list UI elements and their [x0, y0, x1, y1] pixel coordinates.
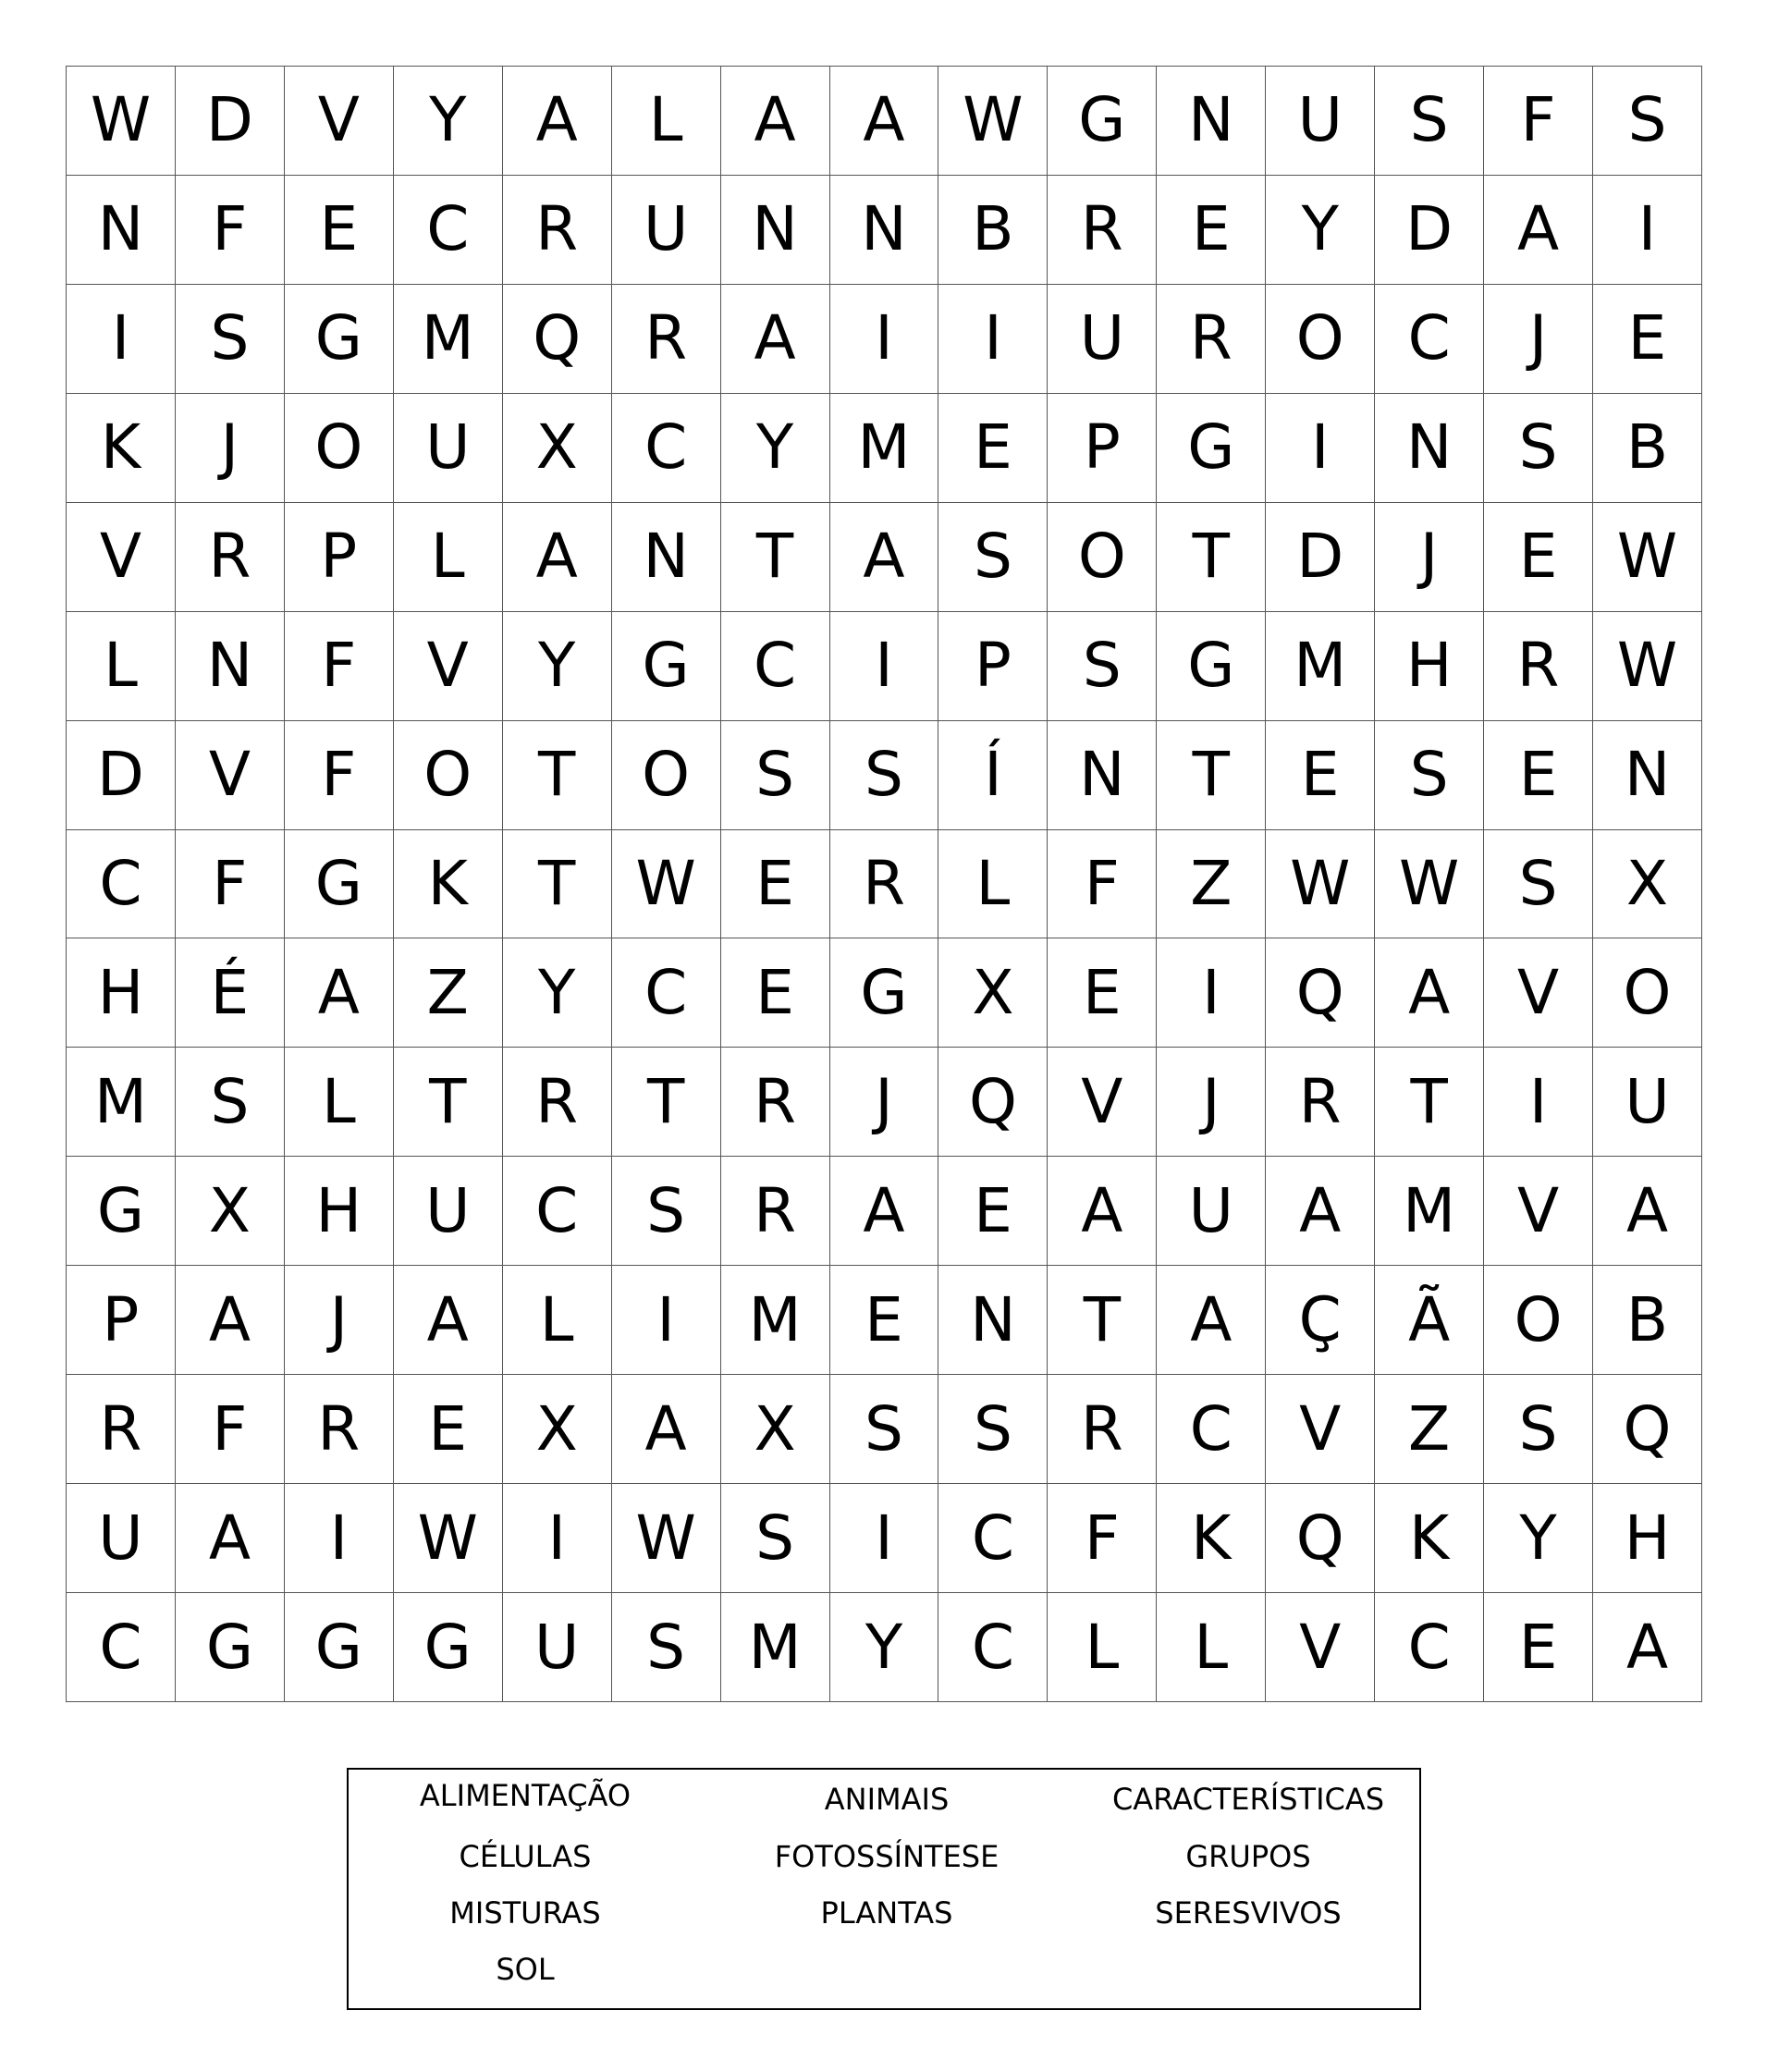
grid-cell[interactable]: S: [1048, 612, 1157, 721]
grid-cell[interactable]: Ã: [1375, 1266, 1484, 1375]
grid-cell[interactable]: P: [285, 503, 394, 612]
grid-cell[interactable]: G: [285, 830, 394, 939]
grid-cell[interactable]: E: [285, 176, 394, 285]
grid-cell[interactable]: C: [1375, 285, 1484, 394]
grid-cell[interactable]: R: [1048, 176, 1157, 285]
grid-cell[interactable]: C: [67, 830, 176, 939]
grid-cell[interactable]: C: [721, 612, 830, 721]
grid-cell[interactable]: J: [1484, 285, 1593, 394]
grid-cell[interactable]: L: [67, 612, 176, 721]
grid-cell[interactable]: O: [394, 721, 503, 830]
grid-cell[interactable]: A: [503, 503, 612, 612]
word-list-item: CÉLULAS: [459, 1839, 592, 1874]
grid-cell[interactable]: A: [1484, 176, 1593, 285]
grid-cell[interactable]: N: [612, 503, 721, 612]
grid-cell[interactable]: X: [503, 1375, 612, 1484]
grid-cell[interactable]: W: [67, 67, 176, 176]
grid-cell[interactable]: A: [830, 1157, 939, 1266]
word-list-item: MISTURAS: [449, 1895, 601, 1931]
grid-cell[interactable]: X: [938, 938, 1048, 1048]
grid-cell[interactable]: W: [938, 67, 1048, 176]
grid-cell[interactable]: W: [612, 1484, 721, 1593]
grid-cell[interactable]: G: [1048, 67, 1157, 176]
grid-cell[interactable]: Y: [503, 612, 612, 721]
grid-cell[interactable]: R: [830, 830, 939, 939]
grid-cell[interactable]: S: [1375, 67, 1484, 176]
grid-cell[interactable]: A: [176, 1484, 285, 1593]
grid-cell[interactable]: I: [1157, 938, 1266, 1048]
grid-cell[interactable]: W: [612, 830, 721, 939]
grid-cell[interactable]: A: [1375, 938, 1484, 1048]
grid-cell[interactable]: E: [1484, 1593, 1593, 1702]
grid-cell[interactable]: M: [721, 1593, 830, 1702]
grid-cell[interactable]: A: [612, 1375, 721, 1484]
grid-cell[interactable]: O: [612, 721, 721, 830]
grid-cell[interactable]: Q: [938, 1048, 1048, 1157]
grid-cell[interactable]: U: [612, 176, 721, 285]
grid-cell[interactable]: E: [721, 830, 830, 939]
grid-cell[interactable]: K: [1375, 1484, 1484, 1593]
grid-cell[interactable]: X: [1593, 830, 1702, 939]
grid-cell[interactable]: H: [67, 938, 176, 1048]
grid-cell[interactable]: O: [1484, 1266, 1593, 1375]
grid-cell[interactable]: I: [503, 1484, 612, 1593]
grid-cell[interactable]: W: [1375, 830, 1484, 939]
grid-cell[interactable]: L: [1157, 1593, 1266, 1702]
grid-cell[interactable]: D: [1375, 176, 1484, 285]
grid-cell[interactable]: F: [285, 612, 394, 721]
grid-cell[interactable]: F: [1048, 830, 1157, 939]
grid-cell[interactable]: S: [1593, 67, 1702, 176]
grid-cell[interactable]: V: [285, 67, 394, 176]
grid-cell[interactable]: I: [67, 285, 176, 394]
grid-cell[interactable]: I: [830, 612, 939, 721]
grid-cell[interactable]: G: [285, 285, 394, 394]
grid-cell[interactable]: H: [1593, 1484, 1702, 1593]
grid-cell[interactable]: N: [1048, 721, 1157, 830]
grid-cell[interactable]: Z: [1375, 1375, 1484, 1484]
grid-cell[interactable]: D: [67, 721, 176, 830]
grid-cell[interactable]: J: [176, 394, 285, 503]
grid-cell[interactable]: W: [1266, 830, 1375, 939]
grid-cell[interactable]: N: [1593, 721, 1702, 830]
grid-cell[interactable]: Y: [1484, 1484, 1593, 1593]
grid-cell[interactable]: P: [67, 1266, 176, 1375]
grid-cell[interactable]: N: [830, 176, 939, 285]
grid-cell[interactable]: W: [1593, 503, 1702, 612]
grid-cell[interactable]: Q: [1266, 1484, 1375, 1593]
grid-cell[interactable]: S: [721, 721, 830, 830]
grid-cell[interactable]: L: [394, 503, 503, 612]
grid-cell[interactable]: B: [1593, 394, 1702, 503]
grid-cell[interactable]: G: [1157, 394, 1266, 503]
grid-cell[interactable]: C: [503, 1157, 612, 1266]
grid-cell[interactable]: Q: [1593, 1375, 1702, 1484]
grid-cell[interactable]: R: [612, 285, 721, 394]
grid-cell[interactable]: S: [938, 1375, 1048, 1484]
grid-cell[interactable]: A: [1266, 1157, 1375, 1266]
grid-cell[interactable]: A: [394, 1266, 503, 1375]
grid-cell[interactable]: X: [176, 1157, 285, 1266]
grid-cell[interactable]: S: [1484, 830, 1593, 939]
grid-cell[interactable]: J: [1157, 1048, 1266, 1157]
grid-cell[interactable]: I: [1266, 394, 1375, 503]
grid-cell[interactable]: D: [176, 67, 285, 176]
grid-cell[interactable]: A: [503, 67, 612, 176]
grid-cell[interactable]: N: [938, 1266, 1048, 1375]
grid-cell[interactable]: G: [394, 1593, 503, 1702]
grid-cell[interactable]: S: [938, 503, 1048, 612]
grid-cell[interactable]: A: [830, 67, 939, 176]
grid-cell[interactable]: O: [1048, 503, 1157, 612]
grid-cell[interactable]: Y: [830, 1593, 939, 1702]
grid-cell[interactable]: T: [394, 1048, 503, 1157]
grid-cell[interactable]: V: [1484, 938, 1593, 1048]
grid-cell[interactable]: Z: [394, 938, 503, 1048]
grid-cell[interactable]: J: [285, 1266, 394, 1375]
grid-cell[interactable]: M: [830, 394, 939, 503]
grid-cell[interactable]: Z: [1157, 830, 1266, 939]
grid-cell[interactable]: U: [394, 394, 503, 503]
grid-cell[interactable]: N: [1157, 67, 1266, 176]
grid-cell[interactable]: I: [1593, 176, 1702, 285]
grid-cell[interactable]: L: [1048, 1593, 1157, 1702]
grid-cell[interactable]: R: [67, 1375, 176, 1484]
grid-cell[interactable]: N: [1375, 394, 1484, 503]
grid-cell[interactable]: V: [394, 612, 503, 721]
grid-cell[interactable]: E: [938, 394, 1048, 503]
grid-cell[interactable]: F: [285, 721, 394, 830]
grid-cell[interactable]: O: [285, 394, 394, 503]
grid-cell[interactable]: E: [938, 1157, 1048, 1266]
grid-cell[interactable]: T: [1048, 1266, 1157, 1375]
grid-cell[interactable]: C: [1157, 1375, 1266, 1484]
grid-cell[interactable]: O: [1266, 285, 1375, 394]
grid-cell[interactable]: D: [1266, 503, 1375, 612]
grid-cell[interactable]: S: [1484, 1375, 1593, 1484]
word-list-item: FOTOSSÍNTESE: [774, 1839, 1000, 1874]
grid-cell[interactable]: I: [830, 1484, 939, 1593]
grid-cell[interactable]: M: [1375, 1157, 1484, 1266]
grid-cell[interactable]: F: [176, 1375, 285, 1484]
grid-cell[interactable]: A: [830, 503, 939, 612]
grid-cell[interactable]: I: [830, 285, 939, 394]
grid-cell[interactable]: G: [612, 612, 721, 721]
grid-cell[interactable]: V: [176, 721, 285, 830]
grid-cell[interactable]: G: [285, 1593, 394, 1702]
grid-cell[interactable]: U: [1266, 67, 1375, 176]
grid-cell[interactable]: R: [1484, 612, 1593, 721]
grid-cell[interactable]: F: [1048, 1484, 1157, 1593]
grid-cell[interactable]: G: [67, 1157, 176, 1266]
grid-cell[interactable]: G: [176, 1593, 285, 1702]
grid-cell[interactable]: I: [612, 1266, 721, 1375]
word-list-item: SOL: [496, 1952, 555, 1987]
grid-cell[interactable]: I: [1484, 1048, 1593, 1157]
grid-cell[interactable]: U: [1593, 1048, 1702, 1157]
grid-cell[interactable]: T: [612, 1048, 721, 1157]
grid-cell[interactable]: S: [1375, 721, 1484, 830]
grid-cell[interactable]: U: [394, 1157, 503, 1266]
grid-cell[interactable]: B: [1593, 1266, 1702, 1375]
grid-cell[interactable]: Q: [1266, 938, 1375, 1048]
grid-cell[interactable]: Í: [938, 721, 1048, 830]
grid-cell[interactable]: H: [1375, 612, 1484, 721]
grid-cell[interactable]: R: [1266, 1048, 1375, 1157]
grid-cell[interactable]: A: [1157, 1266, 1266, 1375]
word-list-item: ALIMENTAÇÃO: [419, 1778, 632, 1813]
grid-cell[interactable]: E: [1484, 721, 1593, 830]
grid-cell[interactable]: A: [1048, 1157, 1157, 1266]
word-list-item: GRUPOS: [1185, 1839, 1311, 1874]
word-list-item: PLANTAS: [820, 1895, 953, 1931]
grid-cell[interactable]: B: [938, 176, 1048, 285]
grid-cell[interactable]: U: [67, 1484, 176, 1593]
grid-cell[interactable]: R: [721, 1048, 830, 1157]
grid-cell[interactable]: K: [67, 394, 176, 503]
grid-cell[interactable]: T: [721, 503, 830, 612]
grid-cell[interactable]: T: [503, 830, 612, 939]
letter-grid: [66, 66, 1702, 1702]
grid-cell[interactable]: V: [1266, 1593, 1375, 1702]
grid-cell[interactable]: U: [1157, 1157, 1266, 1266]
grid-cell[interactable]: R: [1048, 1375, 1157, 1484]
grid-cell[interactable]: M: [394, 285, 503, 394]
grid-cell[interactable]: T: [1375, 1048, 1484, 1157]
grid-cell[interactable]: Y: [394, 67, 503, 176]
grid-cell[interactable]: T: [503, 721, 612, 830]
grid-cell[interactable]: T: [1157, 503, 1266, 612]
grid-cell[interactable]: P: [1048, 394, 1157, 503]
grid-cell[interactable]: Y: [503, 938, 612, 1048]
grid-cell[interactable]: S: [176, 1048, 285, 1157]
grid-cell[interactable]: F: [176, 176, 285, 285]
word-list-item: ANIMAIS: [824, 1782, 950, 1817]
grid-cell[interactable]: E: [394, 1375, 503, 1484]
grid-cell[interactable]: F: [176, 830, 285, 939]
grid-cell[interactable]: R: [503, 1048, 612, 1157]
grid-cell[interactable]: E: [1484, 503, 1593, 612]
grid-cell[interactable]: P: [938, 612, 1048, 721]
grid-cell[interactable]: Y: [1266, 176, 1375, 285]
grid-cell[interactable]: E: [721, 938, 830, 1048]
grid-cell[interactable]: A: [1593, 1157, 1702, 1266]
grid-cell[interactable]: S: [612, 1593, 721, 1702]
grid-cell[interactable]: R: [1157, 285, 1266, 394]
grid-cell[interactable]: C: [612, 938, 721, 1048]
grid-cell[interactable]: L: [285, 1048, 394, 1157]
grid-cell[interactable]: I: [285, 1484, 394, 1593]
grid-cell[interactable]: S: [830, 721, 939, 830]
grid-cell[interactable]: U: [503, 1593, 612, 1702]
grid-cell[interactable]: V: [1266, 1375, 1375, 1484]
grid-cell[interactable]: E: [1157, 176, 1266, 285]
grid-cell[interactable]: W: [1593, 612, 1702, 721]
grid-cell[interactable]: F: [1484, 67, 1593, 176]
grid-cell[interactable]: C: [67, 1593, 176, 1702]
grid-cell[interactable]: N: [721, 176, 830, 285]
grid-cell[interactable]: O: [1593, 938, 1702, 1048]
grid-cell[interactable]: M: [67, 1048, 176, 1157]
grid-cell[interactable]: V: [1048, 1048, 1157, 1157]
grid-cell[interactable]: T: [1157, 721, 1266, 830]
word-list-item: SERESVIVOS: [1155, 1895, 1342, 1931]
grid-cell[interactable]: I: [938, 285, 1048, 394]
grid-cell[interactable]: M: [1266, 612, 1375, 721]
word-list-item: CARACTERÍSTICAS: [1111, 1782, 1385, 1817]
grid-cell[interactable]: K: [394, 830, 503, 939]
grid-cell[interactable]: X: [503, 394, 612, 503]
grid-cell[interactable]: A: [721, 285, 830, 394]
grid-cell[interactable]: V: [67, 503, 176, 612]
grid-cell[interactable]: J: [830, 1048, 939, 1157]
grid-cell[interactable]: R: [503, 176, 612, 285]
grid-cell[interactable]: É: [176, 938, 285, 1048]
grid-cell[interactable]: N: [176, 612, 285, 721]
grid-cell[interactable]: S: [176, 285, 285, 394]
grid-cell[interactable]: E: [830, 1266, 939, 1375]
grid-cell[interactable]: C: [938, 1484, 1048, 1593]
grid-cell[interactable]: M: [721, 1266, 830, 1375]
grid-cell[interactable]: E: [1048, 938, 1157, 1048]
grid-cell[interactable]: L: [938, 830, 1048, 939]
grid-cell[interactable]: G: [1157, 612, 1266, 721]
grid-cell[interactable]: Q: [503, 285, 612, 394]
grid-cell[interactable]: V: [1484, 1157, 1593, 1266]
grid-cell[interactable]: R: [176, 503, 285, 612]
grid-cell[interactable]: R: [285, 1375, 394, 1484]
grid-cell[interactable]: L: [612, 67, 721, 176]
grid-cell[interactable]: E: [1593, 285, 1702, 394]
grid-cell[interactable]: Y: [721, 394, 830, 503]
grid-cell[interactable]: J: [1375, 503, 1484, 612]
grid-cell[interactable]: W: [394, 1484, 503, 1593]
grid-cell[interactable]: A: [176, 1266, 285, 1375]
grid-cell[interactable]: Ç: [1266, 1266, 1375, 1375]
grid-cell[interactable]: S: [612, 1157, 721, 1266]
grid-cell[interactable]: U: [1048, 285, 1157, 394]
grid-cell[interactable]: A: [285, 938, 394, 1048]
grid-cell[interactable]: C: [1375, 1593, 1484, 1702]
grid-cell[interactable]: A: [1593, 1593, 1702, 1702]
grid-cell[interactable]: G: [830, 938, 939, 1048]
grid-cell[interactable]: S: [1484, 394, 1593, 503]
grid-cell[interactable]: H: [285, 1157, 394, 1266]
grid-cell[interactable]: N: [67, 176, 176, 285]
grid-cell[interactable]: C: [938, 1593, 1048, 1702]
grid-cell[interactable]: C: [394, 176, 503, 285]
grid-cell[interactable]: K: [1157, 1484, 1266, 1593]
grid-cell[interactable]: A: [721, 67, 830, 176]
grid-cell[interactable]: C: [612, 394, 721, 503]
grid-cell[interactable]: X: [721, 1375, 830, 1484]
grid-cell[interactable]: R: [721, 1157, 830, 1266]
grid-cell[interactable]: S: [830, 1375, 939, 1484]
grid-cell[interactable]: L: [503, 1266, 612, 1375]
grid-cell[interactable]: E: [1266, 721, 1375, 830]
grid-cell[interactable]: S: [721, 1484, 830, 1593]
word-list: [347, 1768, 1421, 2010]
